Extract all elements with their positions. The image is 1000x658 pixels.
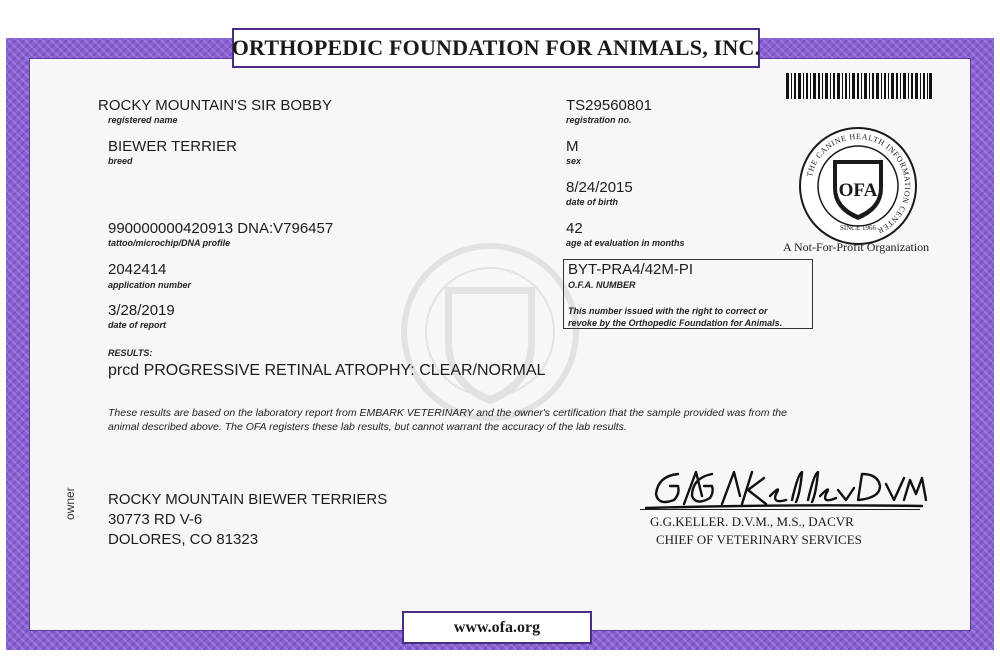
owner-tag: owner [63,487,77,520]
registration-no-label: registration no. [566,115,632,125]
disclaimer-text [108,406,898,434]
barcode-icon [786,73,932,99]
sex-value: M [566,138,579,155]
ofa-note-line2: revoke by the Orthopedic Foundation for Animals. [568,318,783,328]
registration-no-value: TS29560801 [566,97,652,114]
results-value: prcd PROGRESSIVE RETINAL ATROPHY: CLEAR/NORMAL [108,362,546,379]
header-banner [232,28,760,68]
results-label: RESULTS: [108,348,153,358]
sex-label: sex [566,156,582,166]
signature-icon [640,464,930,512]
ofa-number-label: O.F.A. NUMBER [568,280,636,290]
website-link[interactable]: www.ofa.org [453,618,541,636]
registered-name-label: registered name [108,115,178,125]
owner-name: ROCKY MOUNTAIN BIEWER TERRIERS [108,491,388,508]
seal-ring-text: THE CANINE HEALTH INFORMATION CENTER [804,131,913,236]
breed-label: breed [108,156,133,166]
ofa-watermark-icon [400,242,580,422]
tattoo-label: tattoo/microchip/DNA profile [108,238,231,248]
registered-name-value: ROCKY MOUNTAIN'S SIR BOBBY [98,97,333,114]
owner-address1: 30773 RD V-6 [108,511,203,528]
seal-center-text: OFA [838,180,878,201]
application-number-value: 2042414 [108,261,167,278]
footer-banner [402,611,592,644]
not-for-profit-tagline: A Not-For-Profit Organization [783,240,930,254]
date-of-birth-label: date of birth [566,197,618,207]
signatory-name: G.G.KELLER. D.V.M., M.S., DACVR [650,514,854,529]
application-number-label: application number [108,280,192,290]
breed-value: BIEWER TERRIER [108,138,237,155]
certificate-title: ORTHOPEDIC FOUNDATION FOR ANIMALS, INC. [231,35,761,60]
tattoo-value: 990000000420913 DNA:V796457 [108,220,334,237]
date-of-report-value: 3/28/2019 [108,302,175,319]
age-label: age at evaluation in months [566,238,685,248]
ofa-note-line1: This number issued with the right to correct or [568,306,768,316]
owner-address2: DOLORES, CO 81323 [108,531,259,548]
seal-since-text: SINCE 1966 [840,224,876,232]
age-value: 42 [566,220,583,237]
ofa-seal-icon [797,126,919,246]
date-of-birth-value: 8/24/2015 [566,179,633,196]
signature-line [640,509,920,510]
signatory-title: CHIEF OF VETERINARY SERVICES [656,532,862,547]
disclaimer-line1: These results are based on the laboratory report from EMBARK VETERINARY and the owner's certification that the sample provided was from the [108,407,787,419]
disclaimer-line2: animal described above. The OFA registers these lab results, but cannot warrant the accuracy of the lab results. [108,421,627,433]
date-of-report-label: date of report [108,320,167,330]
ofa-number-value: BYT-PRA4/42M-PI [568,261,694,278]
